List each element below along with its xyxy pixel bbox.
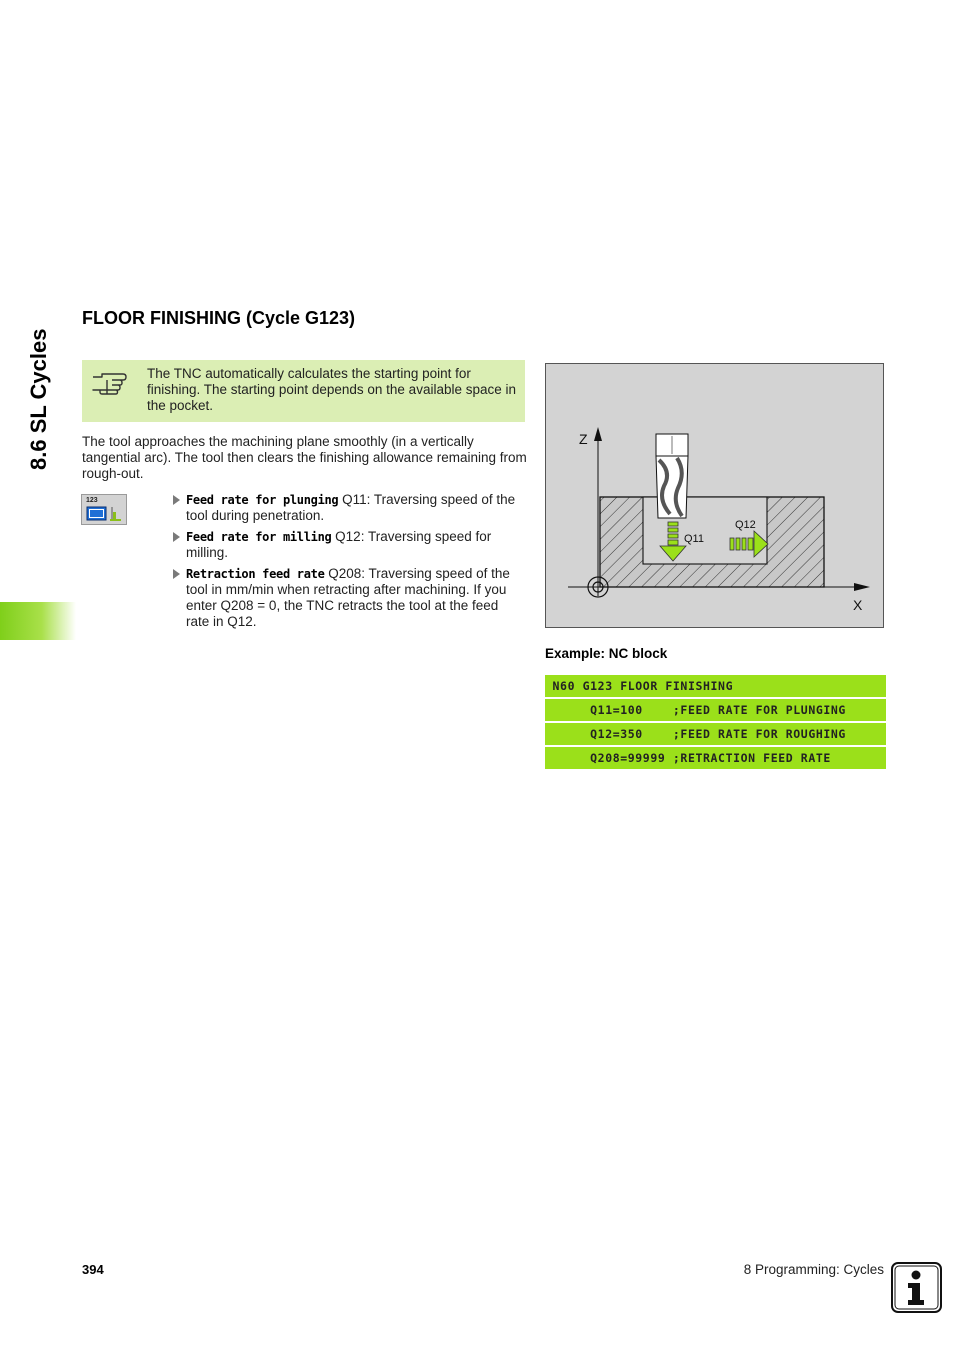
nc-block-line: Q208=99999 ;RETRACTION FEED RATE (545, 747, 886, 769)
chapter-tab-marker (0, 602, 76, 640)
side-section-title: 8.6 SL Cycles (26, 328, 51, 470)
x-axis-arrow-icon (854, 583, 870, 591)
param-q208 (172, 566, 524, 630)
info-icon[interactable] (891, 1262, 942, 1313)
param-description: Q11: Traversing speed of the tool during penetration. (186, 492, 516, 523)
footer-chapter: 8 Programming: Cycles (743, 1262, 884, 1277)
nc-block-line: Q12=350 ;FEED RATE FOR ROUGHING (545, 723, 886, 745)
z-axis-label: Z (579, 431, 588, 447)
param-description: Q208: Traversing speed of the tool in mm/min when retracting after machining. If you enter Q208 = 0, the TNC retracts the tool at the feed rate in Q12. (186, 566, 510, 629)
param-description: Q12: Traversing speed for milling. (186, 529, 492, 560)
nc-block-line: Q11=100 ;FEED RATE FOR PLUNGING (545, 699, 886, 721)
softkey-number: 123 (86, 497, 98, 504)
param-code: Feed rate for plunging (186, 493, 339, 507)
bullet-arrow-icon (173, 532, 180, 542)
param-q11 (172, 492, 524, 524)
note-box (82, 360, 525, 422)
intro-paragraph: The tool approaches the machining plane smoothly (in a vertically tangential arc). The tool then clears the finishing allowance remaining from rough-out. (82, 434, 527, 481)
q12-label: Q12 (735, 519, 756, 531)
end-mill-tool (656, 434, 688, 518)
nc-block-line: N60 G123 FLOOR FINISHING (545, 675, 886, 697)
q11-label: Q11 (684, 533, 704, 545)
note-text: The TNC automatically calculates the starting point for finishing. The starting point depends on the available space in the pocket. (147, 366, 517, 413)
param-q12 (172, 529, 524, 561)
bullet-arrow-icon (173, 569, 180, 579)
section-title: FLOOR FINISHING (Cycle G123) (82, 308, 356, 328)
param-code: Retraction feed rate (186, 567, 325, 581)
page-number: 394 (82, 1262, 104, 1277)
diagram-canvas (546, 364, 883, 627)
param-code: Feed rate for milling (186, 530, 332, 544)
bullet-arrow-icon (173, 495, 180, 505)
parameter-list (172, 492, 524, 635)
floor-finishing-diagram (545, 363, 884, 628)
floor-finishing-softkey-icon (86, 506, 124, 522)
cycle-softkey[interactable] (81, 494, 127, 525)
example-label: Example: NC block (545, 646, 668, 661)
pointing-hand-icon (90, 368, 130, 396)
z-axis-arrow-icon (594, 427, 602, 441)
x-axis-label: X (853, 597, 863, 613)
